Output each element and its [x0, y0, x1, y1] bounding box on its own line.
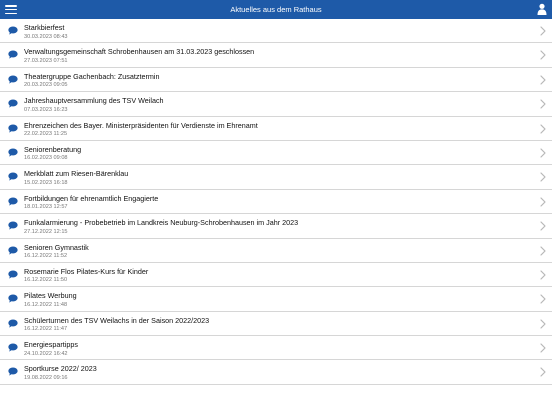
- news-item-date: 16.12.2022 11:47: [24, 326, 68, 333]
- speech-bubble-icon: [8, 26, 18, 35]
- news-list-item[interactable]: [0, 360, 552, 384]
- news-list-item[interactable]: [0, 43, 552, 67]
- news-list-item[interactable]: [0, 165, 552, 189]
- news-item-date: 27.12.2022 12:15: [24, 228, 68, 235]
- news-item-title: Rosemarie Flos Pilates-Kurs für Kinder: [24, 266, 149, 276]
- news-item-title: Energiespartipps: [24, 340, 78, 350]
- news-item-title: Senioren Gymnastik: [24, 242, 89, 252]
- top-navigation-bar: [0, 0, 552, 19]
- hamburger-menu-icon[interactable]: [5, 4, 17, 15]
- news-list-item[interactable]: [0, 239, 552, 263]
- chevron-right-icon: [540, 319, 546, 329]
- chevron-right-icon: [540, 197, 546, 207]
- news-item-title: Sportkurse 2022/ 2023: [24, 364, 97, 374]
- news-list-item[interactable]: [0, 312, 552, 336]
- news-item-title: Starkbierfest: [24, 23, 65, 32]
- chevron-right-icon: [540, 172, 546, 182]
- speech-bubble-icon: [8, 319, 18, 328]
- speech-bubble-icon: [8, 50, 18, 59]
- news-list-item[interactable]: [0, 68, 552, 92]
- news-list-item[interactable]: [0, 214, 552, 238]
- news-item-title: Merkblatt zum Riesen-Bärenklau: [24, 169, 129, 179]
- news-item-title: Jahreshauptversammlung des TSV Weilach: [24, 96, 164, 106]
- menu-line: [5, 13, 17, 15]
- news-item-date: 19.08.2022 09:16: [24, 374, 68, 381]
- speech-bubble-icon: [8, 367, 18, 376]
- user-icon[interactable]: [537, 3, 547, 15]
- speech-bubble-icon: [8, 148, 18, 157]
- chevron-right-icon: [540, 124, 546, 134]
- chevron-right-icon: [540, 50, 546, 60]
- chevron-right-icon: [540, 270, 546, 280]
- news-item-title: Theatergruppe Gachenbach: Zusatztermin: [24, 71, 160, 81]
- chevron-right-icon: [540, 246, 546, 256]
- news-item-title: Seniorenberatung: [24, 144, 82, 154]
- news-item-date: 22.02.2023 11:25: [24, 131, 68, 138]
- speech-bubble-icon: [8, 221, 18, 230]
- page-title: Aktuelles aus dem Rathaus: [230, 5, 322, 14]
- news-item-date: 15.02.2023 16:18: [24, 179, 68, 186]
- speech-bubble-icon: [8, 124, 18, 133]
- news-list-item[interactable]: [0, 141, 552, 165]
- news-item-date: 16.12.2022 11:50: [24, 277, 68, 284]
- news-list-item[interactable]: [0, 19, 552, 43]
- news-list: [0, 19, 552, 385]
- chevron-right-icon: [540, 99, 546, 109]
- chevron-right-icon: [540, 75, 546, 85]
- news-item-date: 27.03.2023 07:51: [24, 57, 68, 64]
- news-list-item[interactable]: [0, 117, 552, 141]
- news-item-title: Funkalarmierung - Probebetrieb im Landkreis Neuburg-Schrobenhausen im Jahr 2023: [24, 218, 299, 228]
- speech-bubble-icon: [8, 246, 18, 255]
- speech-bubble-icon: [8, 294, 18, 303]
- speech-bubble-icon: [8, 343, 18, 352]
- chevron-right-icon: [540, 221, 546, 231]
- menu-line: [5, 5, 17, 7]
- news-item-date: 16.12.2022 11:48: [24, 301, 68, 308]
- news-list-item[interactable]: [0, 263, 552, 287]
- news-item-title: Pilates Werbung: [24, 291, 77, 301]
- speech-bubble-icon: [8, 75, 18, 84]
- news-list-item[interactable]: [0, 287, 552, 311]
- chevron-right-icon: [540, 26, 546, 36]
- speech-bubble-icon: [8, 172, 18, 181]
- news-item-title: Schülerturnen des TSV Weilachs in der Saison 2022/2023: [24, 315, 210, 325]
- news-item-date: 07.03.2023 16:23: [24, 106, 68, 113]
- news-item-date: 16.02.2023 09:08: [24, 155, 68, 162]
- news-list-item[interactable]: [0, 336, 552, 360]
- news-list-item[interactable]: [0, 190, 552, 214]
- news-item-date: 20.03.2023 09:05: [24, 82, 68, 89]
- menu-line: [5, 9, 17, 11]
- news-item-title: Verwaltungsgemeinschaft Schrobenhausen am 31.03.2023 geschlossen: [24, 47, 255, 57]
- news-item-date: 30.03.2023 08:43: [24, 33, 68, 40]
- speech-bubble-icon: [8, 99, 18, 108]
- news-item-date: 18.01.2023 12:57: [24, 204, 68, 211]
- news-item-date: 24.10.2022 16:42: [24, 350, 68, 357]
- chevron-right-icon: [540, 343, 546, 353]
- news-item-title: Ehrenzeichen des Bayer. Ministerpräsidenten für Verdienste im Ehrenamt: [24, 120, 258, 130]
- chevron-right-icon: [540, 148, 546, 158]
- news-item-date: 16.12.2022 11:52: [24, 253, 68, 260]
- chevron-right-icon: [540, 294, 546, 304]
- chevron-right-icon: [540, 367, 546, 377]
- news-list-item[interactable]: [0, 92, 552, 116]
- news-item-title: Fortbildungen für ehrenamtlich Engagierte: [24, 193, 159, 203]
- speech-bubble-icon: [8, 270, 18, 279]
- speech-bubble-icon: [8, 197, 18, 206]
